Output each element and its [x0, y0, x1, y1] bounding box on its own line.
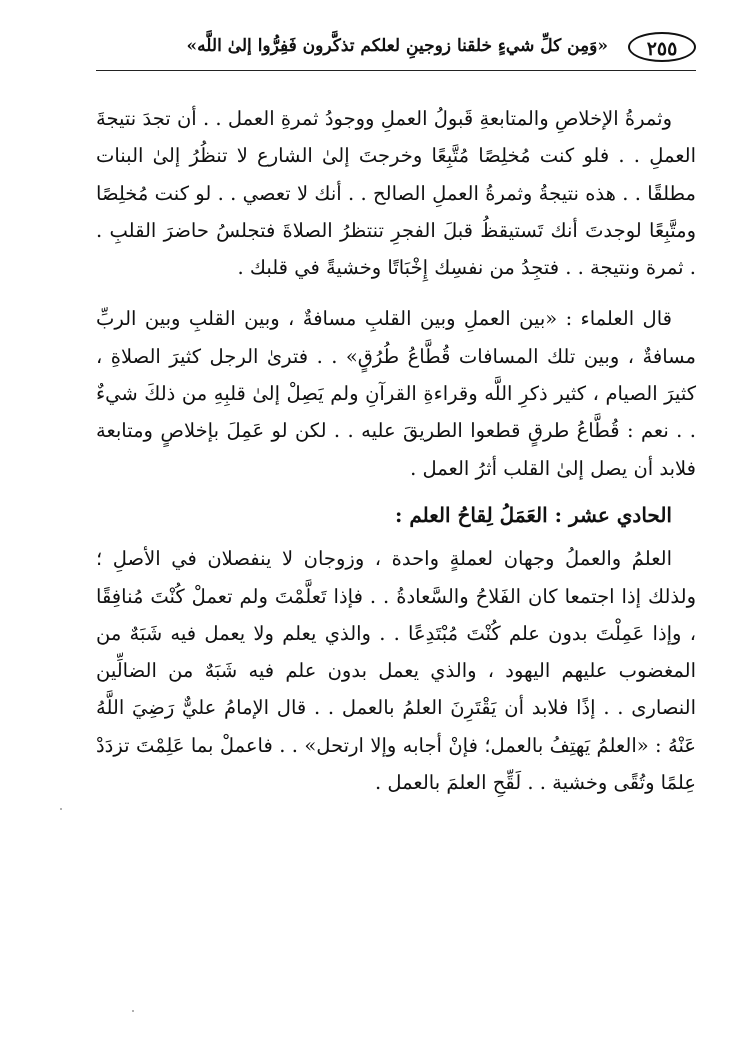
page-header [96, 30, 696, 70]
paragraph-2: قال العلماء : «بين العملِ وبين القلبِ مسافةٌ ، وبين القلبِ وبين الربِّ مسافةٌ ، وبين تلك المسافات قُطَّاعُ طُرُقٍ» . . فترىٰ الرجل كثيرَ الصلاةِ ، كثيرَ الصيام ، كثير ذكرِ اللَّه وقراءةِ القرآنِ ولم يَصِلْ إلىٰ قلبِهِ من ذلكَ شيءٌ . . نعم : قُطَّاعُ طرقٍ قطعوا الطريقَ عليه . . لكن لو عَمِلَ بإخلاصٍ ومتابعة فلابد أن يصل إلىٰ القلب أثرُ العمل . [96, 307, 696, 480]
page-body [96, 100, 696, 801]
header-verse: «وَمِن كلِّ شيءٍ خلقنا زوجينِ لعلكم تذكَّرون فَفِرُّوا إلىٰ اللَّه» [186, 36, 608, 56]
page-number: ٢٥٥ [628, 32, 696, 62]
scan-speck [60, 808, 62, 810]
paragraph-1: وثمرةُ الإخلاصِ والمتابعةِ قَبولُ العملِ ووجودُ ثمرةِ العمل . . أن تجدَ نتيجةَ العملِ . . فلو كنت مُخلِصًا مُتَّبِعًا وخرجتَ إلىٰ الشارع لا تنظُرُ إلىٰ البنات مطلقًا . . هذه نتيجةُ وثمرةُ العملِ الصالح . . أنك لا تعصي . . لو كنت مُخلِصًا ومتَّبِعًا لوجدتَ أنك تَستيقظُ قبلَ الفجرِ تنتظرُ الصلاةَ فتجلسُ حاضرَ القلبِ . . ثمرة ونتيجة . . فتجِدُ من نفسِك إِخْبَاتًا وخشيةً في قلبك . [96, 107, 696, 280]
header-divider [96, 70, 696, 71]
scan-speck [132, 1010, 134, 1012]
section-heading: الحادي عشر : العَمَلُ لِقاحُ العلم : [394, 502, 672, 527]
paragraph-3: العلمُ والعملُ وجهان لعملةٍ واحدة ، وزوجان لا ينفصلان في الأصلِ ؛ ولذلك إذا اجتمعا كان الفَلاحُ والسَّعادةُ . . فإذا تَعلَّمْتَ ولم تعملْ كُنْتَ مُنافِقًا ، وإذا عَمِلْتَ بدون علم كُنْتَ مُبْتَدِعًا . . والذي يعلم ولا يعمل فيه شَبَهٌ من المغضوب عليهم اليهود ، والذي يعمل بدون علم فيه شَبَهٌ من الضالِّين النصارى . . إذًا فلابد أن يَقْتَرِنَ العلمُ بالعمل . . قال الإمامُ عليٌّ رَضِيَ اللَّهُ عَنْهُ : «العلمُ يَهتِفُ بالعمل؛ فإنْ أجابه وإلا ارتحل» . . فاعملْ بما عَلِمْتَ تزدَدْ عِلمًا وتُقًى وخشية . . لَقِّحِ العلمَ بالعمل . [96, 547, 696, 795]
